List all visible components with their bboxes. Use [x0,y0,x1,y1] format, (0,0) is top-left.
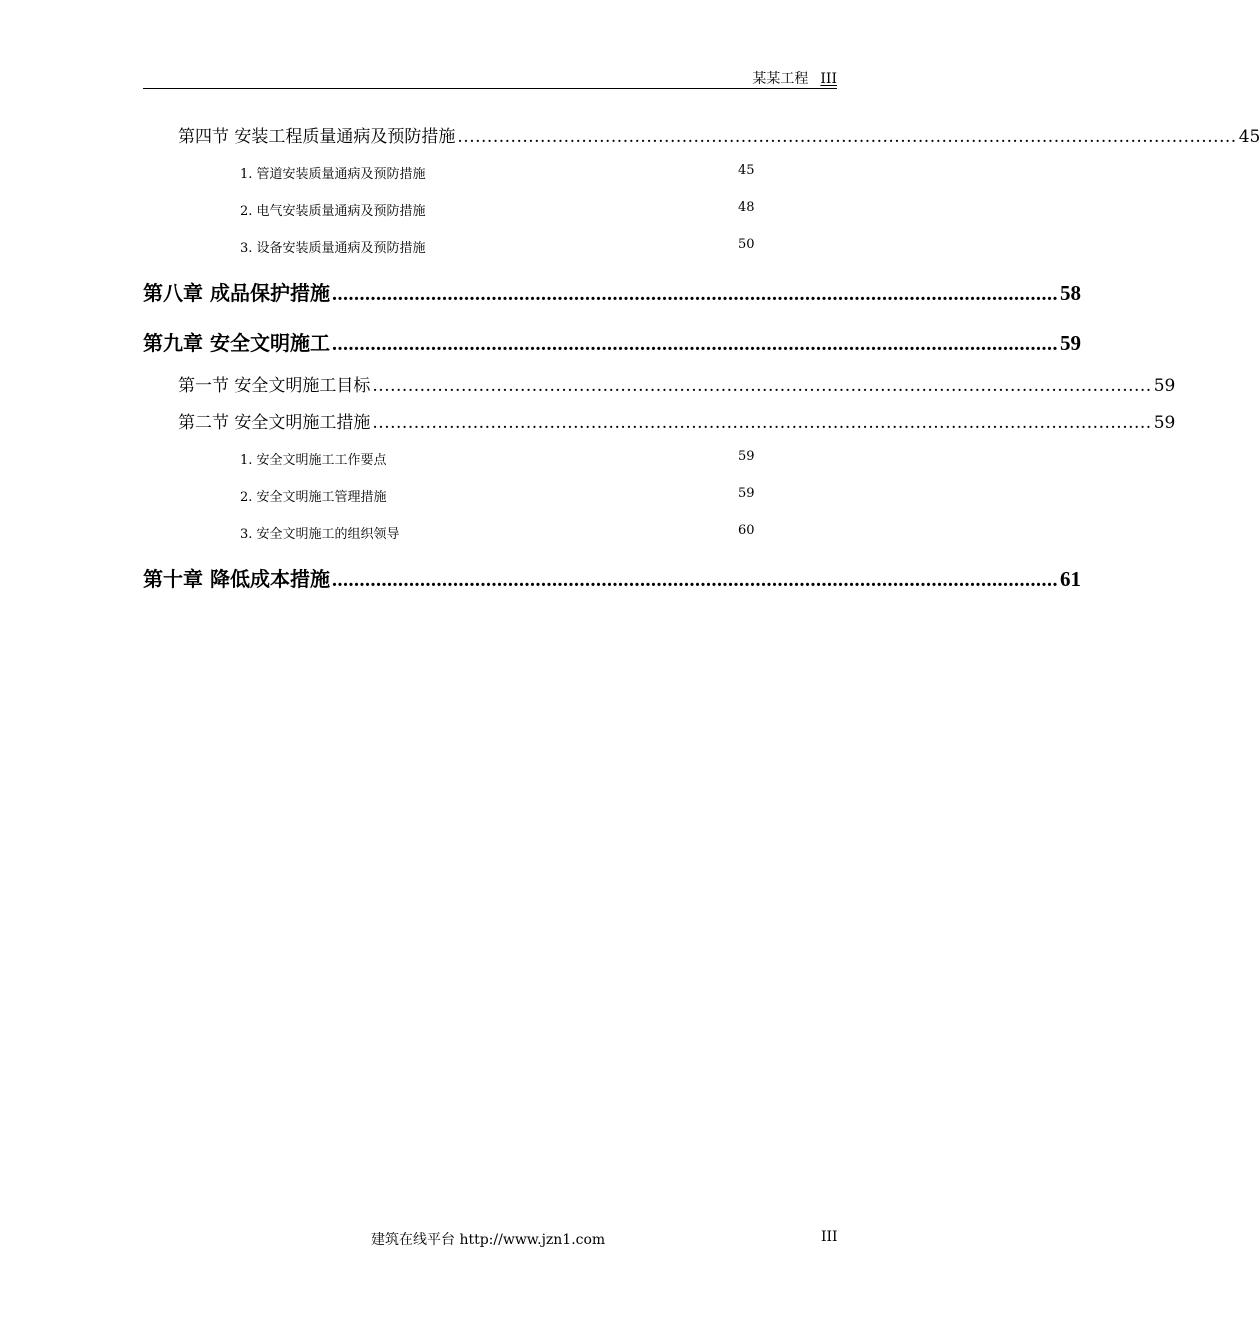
toc-page: 59 [1153,413,1176,433]
header-text [752,68,837,88]
toc-section-4[interactable] [178,122,1260,147]
toc-page: 59 [1153,376,1176,396]
toc-chapter-8[interactable] [143,277,1081,306]
toc-item-pipe[interactable]: 1. 管道安装质量通病及预防措施 [240,167,426,182]
header-page-number: III [820,71,837,87]
toc-leader: .................................................................................................................................... [372,376,1152,396]
footer-page-number: III [821,1229,838,1245]
toc-leader: .................................................................................................................................... [331,283,1058,305]
toc-label: 第四节 安装工程质量通病及预防措施 [178,127,456,147]
toc-item-page: 59 [738,486,755,501]
toc-leader: .................................................................................................................................... [331,569,1058,591]
footer-text: 建筑在线平台 http://www.jzn1.com [371,1232,606,1248]
toc-label: 第十章 降低成本措施 [143,567,330,591]
header-title: 某某工程 [752,71,809,87]
toc-page: 58 [1059,281,1081,305]
toc-section-9-2[interactable] [178,408,1176,433]
toc-item-electrical[interactable]: 2. 电气安装质量通病及预防措施 [240,204,426,219]
toc-leader: .................................................................................................................................... [331,333,1058,355]
page-header [143,60,837,89]
toc-item-equipment[interactable]: 3. 设备安装质量通病及预防措施 [240,241,426,256]
toc-item-page: 59 [738,449,755,464]
toc-chapter-9[interactable] [143,327,1081,356]
toc-section-9-1[interactable] [178,371,1176,396]
toc-label: 第一节 安全文明施工目标 [178,376,371,396]
toc-item-page: 50 [738,237,755,252]
toc-item-page: 48 [738,200,755,215]
toc-label: 第二节 安全文明施工措施 [178,413,371,433]
toc-page: 45 [1238,127,1260,147]
toc-item-management[interactable]: 2. 安全文明施工管理措施 [240,490,387,505]
toc-label: 第九章 安全文明施工 [143,331,330,355]
toc-item-page: 45 [738,163,755,178]
toc-leader: .................................................................................................................................... [457,127,1237,147]
toc-page: 59 [1059,331,1081,355]
toc-item-leadership[interactable]: 3. 安全文明施工的组织领导 [240,527,400,542]
toc-label: 第八章 成品保护措施 [143,281,330,305]
toc-leader: .................................................................................................................................... [372,413,1152,433]
toc-page: 61 [1059,567,1081,591]
toc-chapter-10[interactable] [143,563,1081,592]
toc-item-work-points[interactable]: 1. 安全文明施工工作要点 [240,453,387,468]
toc-item-page: 60 [738,523,755,538]
